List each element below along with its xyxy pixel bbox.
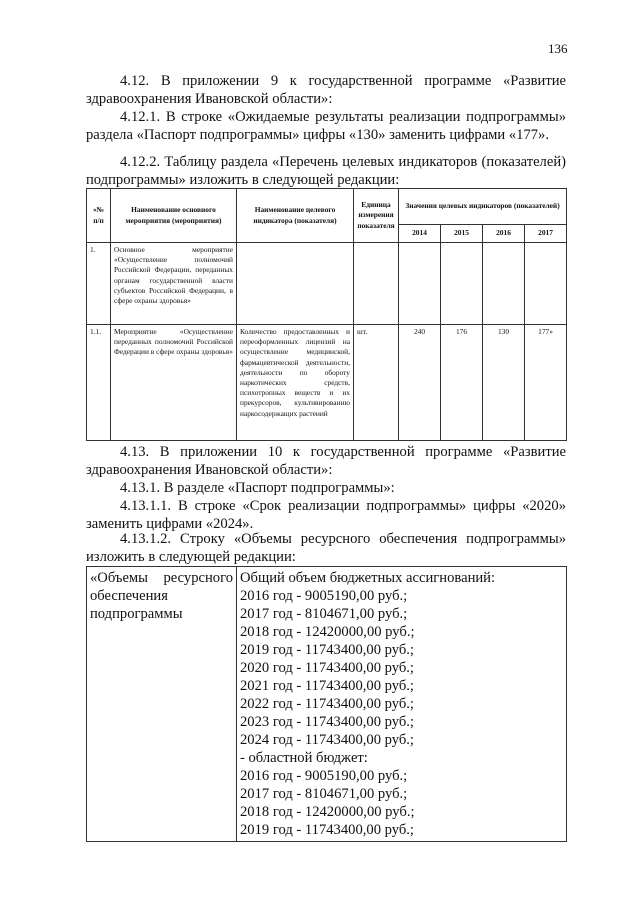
resource-line: 2018 год - 12420000,00 руб.; xyxy=(240,804,415,820)
row-value: 240 xyxy=(399,325,441,441)
header-event: Наименование основного мероприятия (мероприятия) xyxy=(111,189,237,243)
row-unit xyxy=(354,243,399,325)
paragraph-4-13: 4.13. В приложении 10 к государственной программе «Развитие здравоохранения Ивановской области»: xyxy=(86,444,566,478)
header-indicator: Наименование целевого индикатора (показателя) xyxy=(237,189,354,243)
header-values: Значения целевых индикаторов (показателей) xyxy=(399,189,567,225)
paragraph-4-13-1-2: 4.13.1.2. Строку «Объемы ресурсного обеспечения подпрограммы» изложить в следующей редакции: xyxy=(86,531,566,565)
resource-line: 2019 год - 11743400,00 руб.; xyxy=(240,822,414,838)
resource-line: 2024 год - 11743400,00 руб.; xyxy=(240,732,414,748)
page-number: 136 xyxy=(548,41,568,56)
row-indicator xyxy=(237,243,354,325)
row-value xyxy=(441,243,483,325)
resource-line: 2023 год - 11743400,00 руб.; xyxy=(240,714,414,730)
row-value: 130 xyxy=(483,325,525,441)
resource-line: Общий объем бюджетных ассигнований: xyxy=(240,570,496,586)
row-num: 1. xyxy=(87,243,111,325)
resource-line: 2017 год - 8104671,00 руб.; xyxy=(240,786,408,802)
table-row xyxy=(87,325,567,441)
resource-line: 2022 год - 11743400,00 руб.; xyxy=(240,696,414,712)
row-value: 177» xyxy=(525,325,567,441)
row-event: Мероприятие «Осуществление переданных полномочий Российской Федерации в сфере охраны здоровья» xyxy=(111,325,237,441)
resource-line: 2016 год - 9005190,00 руб.; xyxy=(240,588,408,604)
header-num: «№ п/п xyxy=(87,189,111,243)
paragraph-4-13-1-1: 4.13.1.1. В строке «Срок реализации подпрограммы» цифры «2020» заменить цифрами «2024». xyxy=(86,498,566,532)
table-row xyxy=(87,243,567,325)
resources-label: «Объемы ресурсного обеспечения подпрограммы xyxy=(87,567,237,842)
resource-line: 2017 год - 8104671,00 руб.; xyxy=(240,606,408,622)
header-year: 2017 xyxy=(525,225,567,243)
row-indicator: Количество предоставленных и переоформленных лицензий на осуществление медицинской, фармацевтической деятельности, деятельности по обороту наркотических средств, психотропных веществ и их прекурсоров, культивированию наркосодержащих растений xyxy=(237,325,354,441)
row-value: 176 xyxy=(441,325,483,441)
row-value xyxy=(525,243,567,325)
resource-line: 2018 год - 12420000,00 руб.; xyxy=(240,624,415,640)
header-unit: Единица измерения показателя xyxy=(354,189,399,243)
paragraph-4-12: 4.12. В приложении 9 к государственной программе «Развитие здравоохранения Ивановской области»: xyxy=(86,73,566,107)
resource-line: 2016 год - 9005190,00 руб.; xyxy=(240,768,408,784)
resource-line: 2020 год - 11743400,00 руб.; xyxy=(240,660,414,676)
paragraph-4-12-1: 4.12.1. В строке «Ожидаемые результаты реализации подпрограммы» раздела «Паспорт подпрограммы» цифры «130» заменить цифрами «177». xyxy=(86,109,566,143)
row-unit: шт. xyxy=(354,325,399,441)
resources-lines xyxy=(237,567,567,842)
indicators-table xyxy=(86,188,567,441)
row-num: 1.1. xyxy=(87,325,111,441)
header-year: 2015 xyxy=(441,225,483,243)
resources-table xyxy=(86,566,567,842)
row-value xyxy=(399,243,441,325)
row-value xyxy=(483,243,525,325)
paragraph-4-13-1: 4.13.1. В разделе «Паспорт подпрограммы»: xyxy=(120,480,395,496)
header-year: 2016 xyxy=(483,225,525,243)
resource-line: 2021 год - 11743400,00 руб.; xyxy=(240,678,414,694)
resource-line: 2019 год - 11743400,00 руб.; xyxy=(240,642,414,658)
paragraph-4-12-2: 4.12.2. Таблицу раздела «Перечень целевых индикаторов (показателей) подпрограммы» изложить в следующей редакции: xyxy=(86,154,566,188)
resource-line: - областной бюджет: xyxy=(240,750,368,766)
header-year: 2014 xyxy=(399,225,441,243)
row-event: Основное мероприятие «Осуществление полномочий Российской Федерации, переданных органам государственной власти субъектов Российской Федерации, в сфере охраны здоровья» xyxy=(111,243,237,325)
